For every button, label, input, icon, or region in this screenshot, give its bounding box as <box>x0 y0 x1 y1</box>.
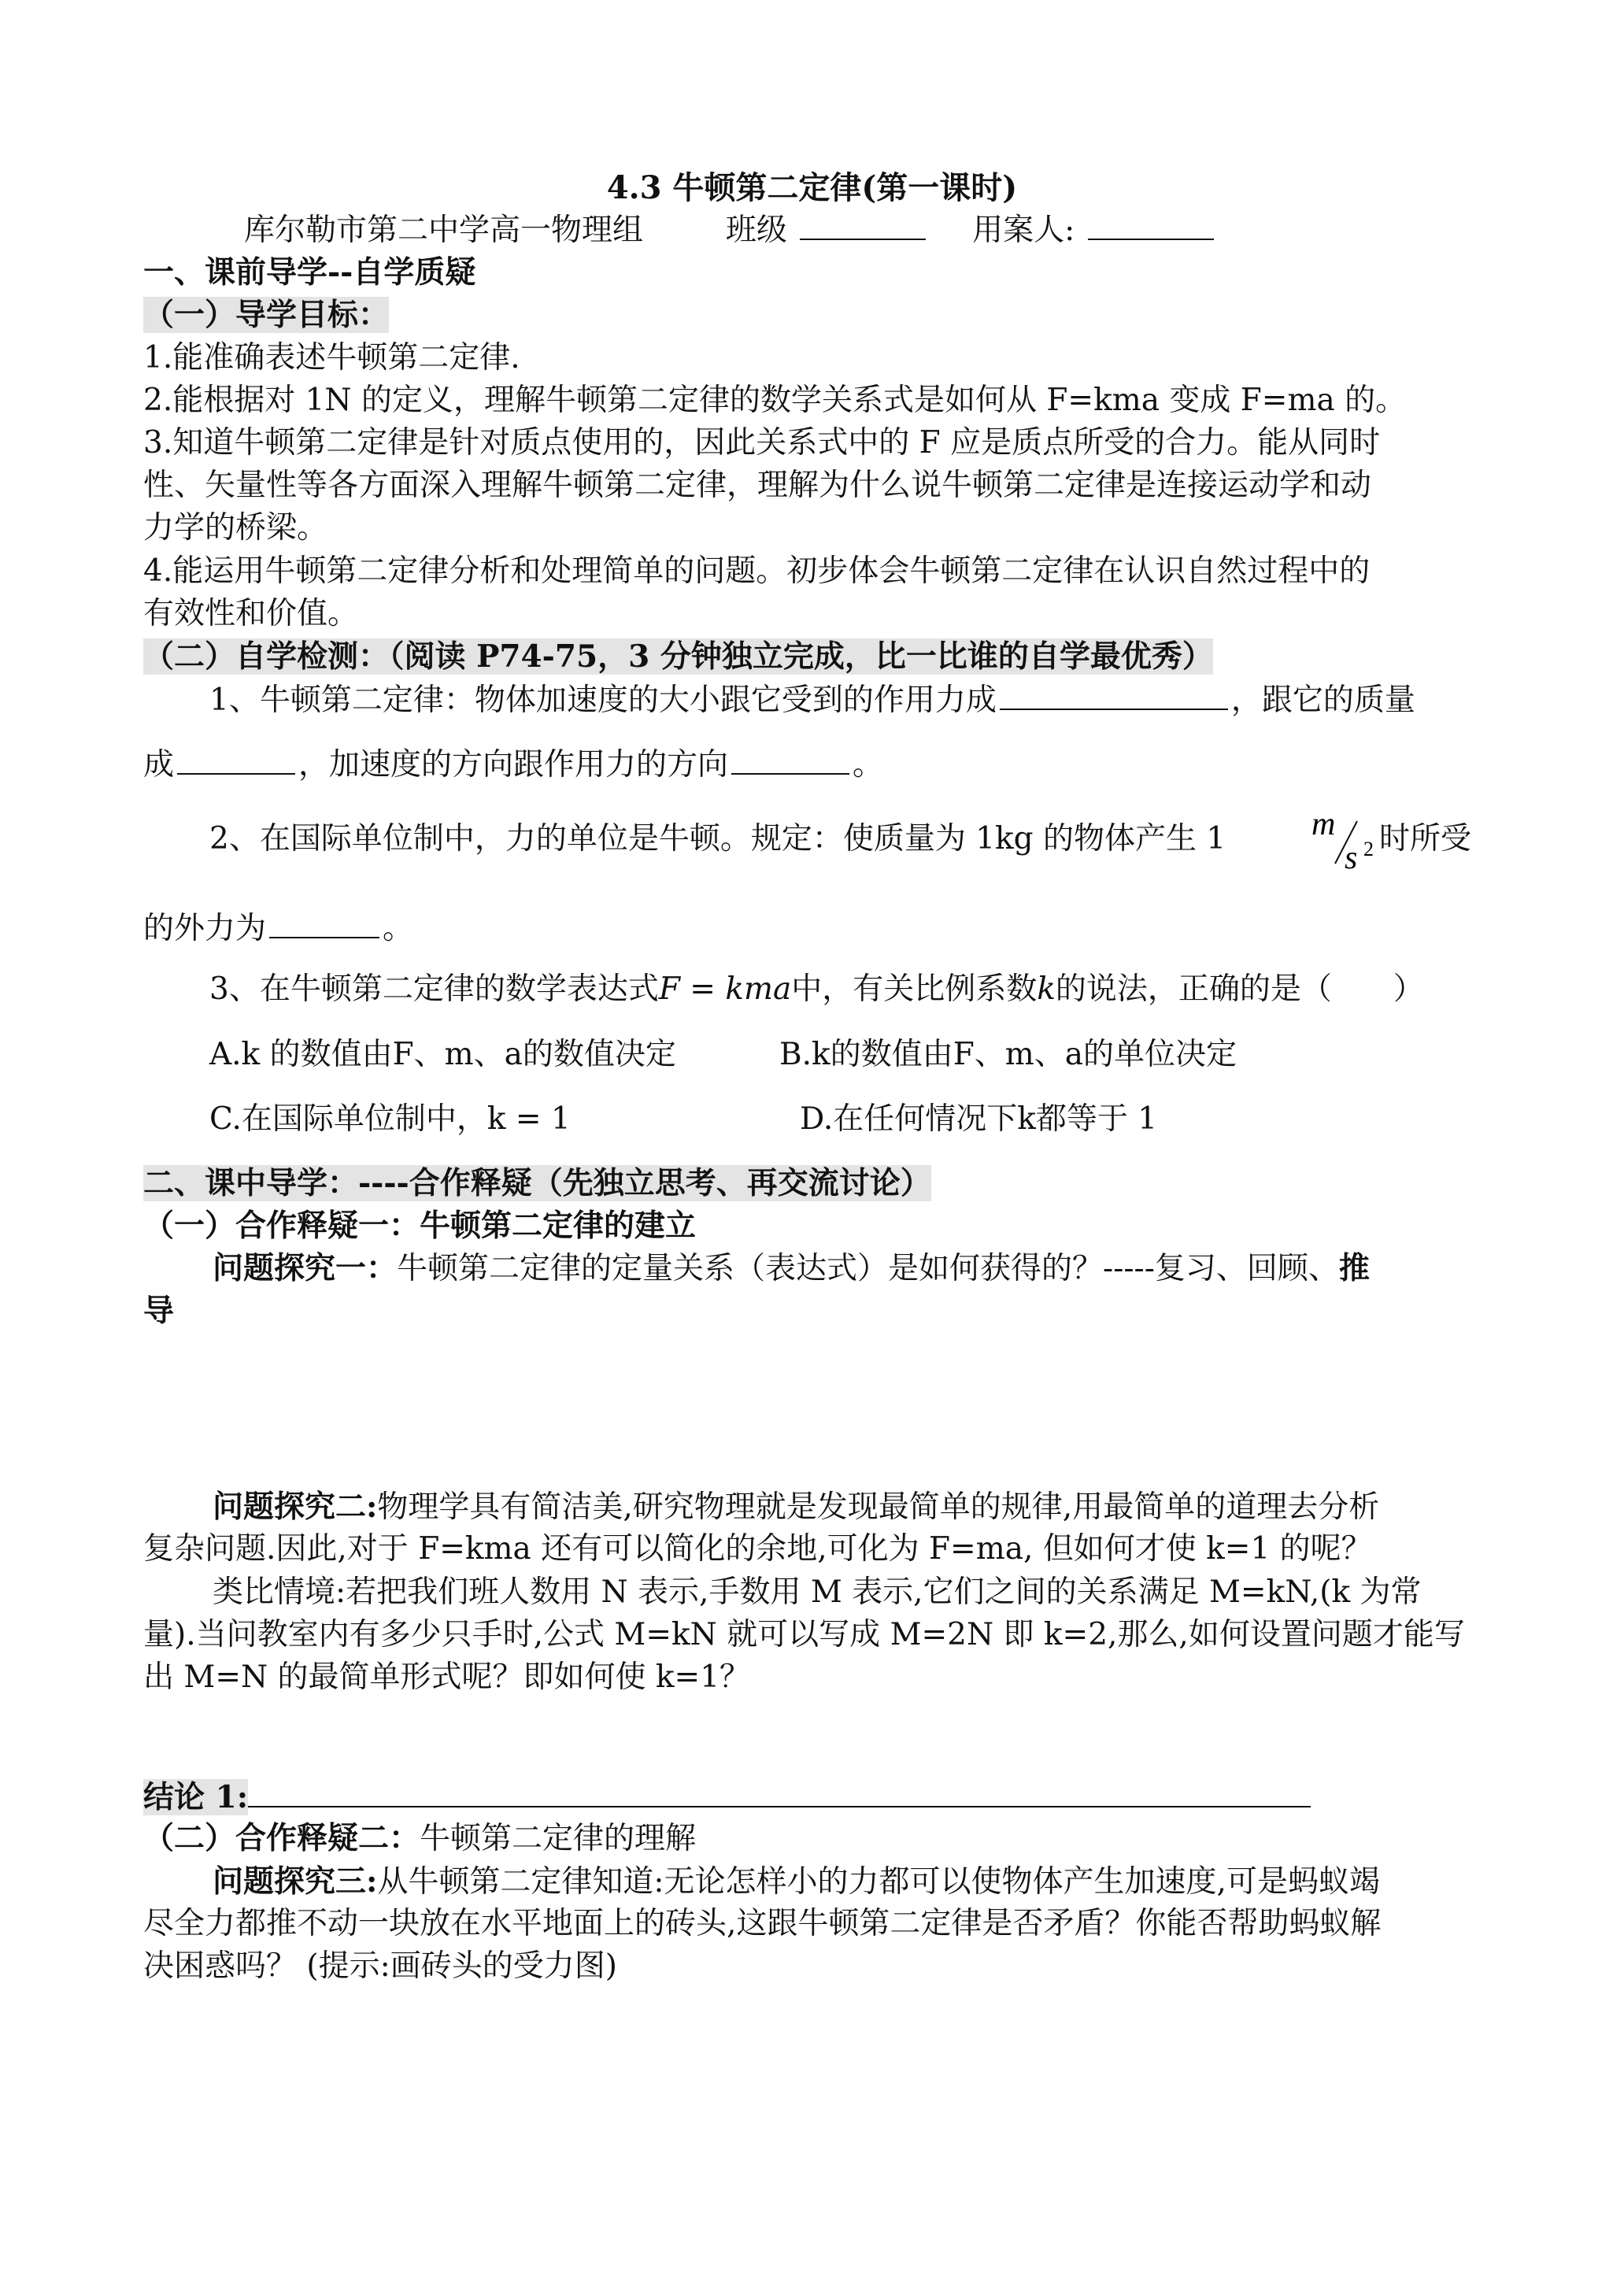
q2-text: 。 <box>383 911 414 946</box>
goals-heading: （一）导学目标： <box>143 297 390 333</box>
unit-m-per-s2 <box>1307 807 1378 874</box>
question-2-line2 <box>143 905 413 951</box>
q1-blank-3[interactable] <box>731 742 849 775</box>
problem-1-text: 推 <box>1338 1250 1370 1286</box>
option-a[interactable]: A.k 的数值由F、m、a的数值决定 <box>209 1037 676 1072</box>
option-c[interactable]: C.在国际单位制中，k = 1 <box>209 1101 571 1137</box>
goal-item: 有效性和价值。 <box>143 596 359 631</box>
q3-text: 中，有关比例系数 <box>791 971 1038 1007</box>
conclusion-blank[interactable] <box>248 1774 1311 1807</box>
sub-section-2-title: 牛顿第二定律的理解 <box>420 1821 697 1856</box>
problem-2-label: 问题探究二: <box>213 1489 378 1525</box>
question-1-line2 <box>143 742 883 787</box>
analogy-line1: 类比情境:若把我们班人数用 N 表示,手数用 M 表示,它们之间的关系满足 M=kN,(k 为常 <box>213 1574 1422 1610</box>
q1-blank-2[interactable] <box>177 742 295 775</box>
header-line <box>244 207 1217 253</box>
goal-item: 性、矢量性等各方面深入理解牛顿第二定律，理解为什么说牛顿第二定律是连接运动学和动 <box>143 468 1372 503</box>
goal-item: 力学的桥梁。 <box>143 510 328 546</box>
self-check-heading: （二）自学检测：（阅读 P74-75，3 分钟独立完成，比一比谁的自学最优秀） <box>143 638 1213 675</box>
q2-text-tail: 时所受 <box>1379 821 1472 857</box>
school-name: 库尔勒市第二中学高一物理组 <box>244 213 644 248</box>
option-b[interactable]: B.k的数值由F、m、a的单位决定 <box>779 1037 1237 1072</box>
unit-exponent: 2 <box>1363 838 1374 860</box>
section-1-heading: 一、课前导学--自学质疑 <box>143 254 476 290</box>
q3-formula: F = kma <box>658 971 792 1007</box>
problem-3-line3: 决困惑吗？ (提示:画砖头的受力图) <box>143 1948 617 1984</box>
conclusion-label: 结论 1: <box>143 1779 249 1815</box>
problem-3-line1 <box>213 1859 1380 1904</box>
q2-text: 2、在国际单位制中，力的单位是牛顿。规定：使质量为 1kg 的物体产生 1 <box>209 821 1226 857</box>
problem-3-text: 从牛顿第二定律知道:无论怎样小的力都可以使物体产生加速度,可是蚂蚁竭 <box>377 1864 1380 1900</box>
sub-section-1: （一）合作释疑一：牛顿第二定律的建立 <box>143 1208 697 1244</box>
option-d[interactable]: D.在任何情况下k都等于 1 <box>800 1101 1158 1137</box>
q1-text: 1、牛顿第二定律：物体加速度的大小跟它受到的作用力成 <box>209 683 997 718</box>
q1-text: ，加速度的方向跟作用力的方向 <box>298 747 729 783</box>
question-3 <box>209 968 1424 1012</box>
q1-text: 。 <box>853 747 884 783</box>
section-2-heading: 二、课中导学：----合作释疑（先独立思考、再交流讨论） <box>143 1165 931 1201</box>
goal-item: 3.知道牛顿第二定律是针对质点使用的，因此关系式中的 F 应是质点所受的合力。能从同时 <box>143 425 1381 461</box>
problem-2-line1 <box>213 1485 1379 1530</box>
q1-text: 成 <box>143 747 175 783</box>
problem-1-line2: 导 <box>143 1293 175 1329</box>
goal-item: 2.能根据对 1N 的定义，理解牛顿第二定律的数学关系式是如何从 F=kma 变成 F=ma 的。 <box>143 383 1407 418</box>
q2-blank[interactable] <box>269 905 379 938</box>
problem-2-text: 物理学具有简洁美,研究物理就是发现最简单的规律,用最简单的道理去分析 <box>377 1489 1380 1525</box>
q1-blank-1[interactable] <box>1000 677 1228 710</box>
unit-m: m <box>1311 807 1336 842</box>
sub-section-2-label: （二）合作释疑二： <box>143 1820 420 1856</box>
user-blank[interactable] <box>1088 207 1214 240</box>
q3-text: 的说法，正确的是（ ） <box>1055 971 1424 1007</box>
goal-item: 4.能运用牛顿第二定律分析和处理简单的问题。初步体会牛顿第二定律在认识自然过程中的 <box>143 553 1371 589</box>
analogy-line2: 量).当问教室内有多少只手时,公式 M=kN 就可以写成 M=2N 即 k=2,那么,如何设置问题才能写 <box>143 1617 1465 1652</box>
analogy-line3: 出 M=N 的最简单形式呢？即如何使 k=1？ <box>143 1659 751 1695</box>
sub-section-2 <box>143 1816 696 1861</box>
question-2-line1 <box>209 817 1226 861</box>
question-1-line1 <box>209 677 1415 723</box>
unit-s: s <box>1345 840 1358 874</box>
class-blank[interactable] <box>800 207 926 240</box>
q1-text: ，跟它的质量 <box>1230 683 1415 718</box>
problem-1-line1 <box>213 1246 1370 1291</box>
goal-item: 1.能准确表述牛顿第二定律. <box>143 340 520 376</box>
class-label: 班级 <box>725 213 787 248</box>
q3-text: 3、在牛顿第二定律的数学表达式 <box>209 971 659 1007</box>
q3-k: k <box>1037 971 1056 1007</box>
q2-text: 的外力为 <box>143 911 267 946</box>
problem-3-line2: 尽全力都推不动一块放在水平地面上的砖头,这跟牛顿第二定律是否矛盾？你能否帮助蚂蚁解 <box>143 1906 1382 1941</box>
problem-1-label: 问题探究一： <box>213 1250 398 1286</box>
problem-3-label: 问题探究三: <box>213 1863 378 1900</box>
user-label: 用案人: <box>972 213 1075 248</box>
conclusion-1 <box>143 1774 1314 1820</box>
problem-1-text: 牛顿第二定律的定量关系（表达式）是如何获得的？-----复习、回顾、 <box>397 1251 1339 1286</box>
page-title: 4.3 牛顿第二定律(第一课时) <box>606 169 1018 206</box>
problem-2-line2: 复杂问题.因此,对于 F=kma 还有可以简化的余地,可化为 F=ma, 但如何才使 k=1 的呢？ <box>143 1531 1372 1567</box>
